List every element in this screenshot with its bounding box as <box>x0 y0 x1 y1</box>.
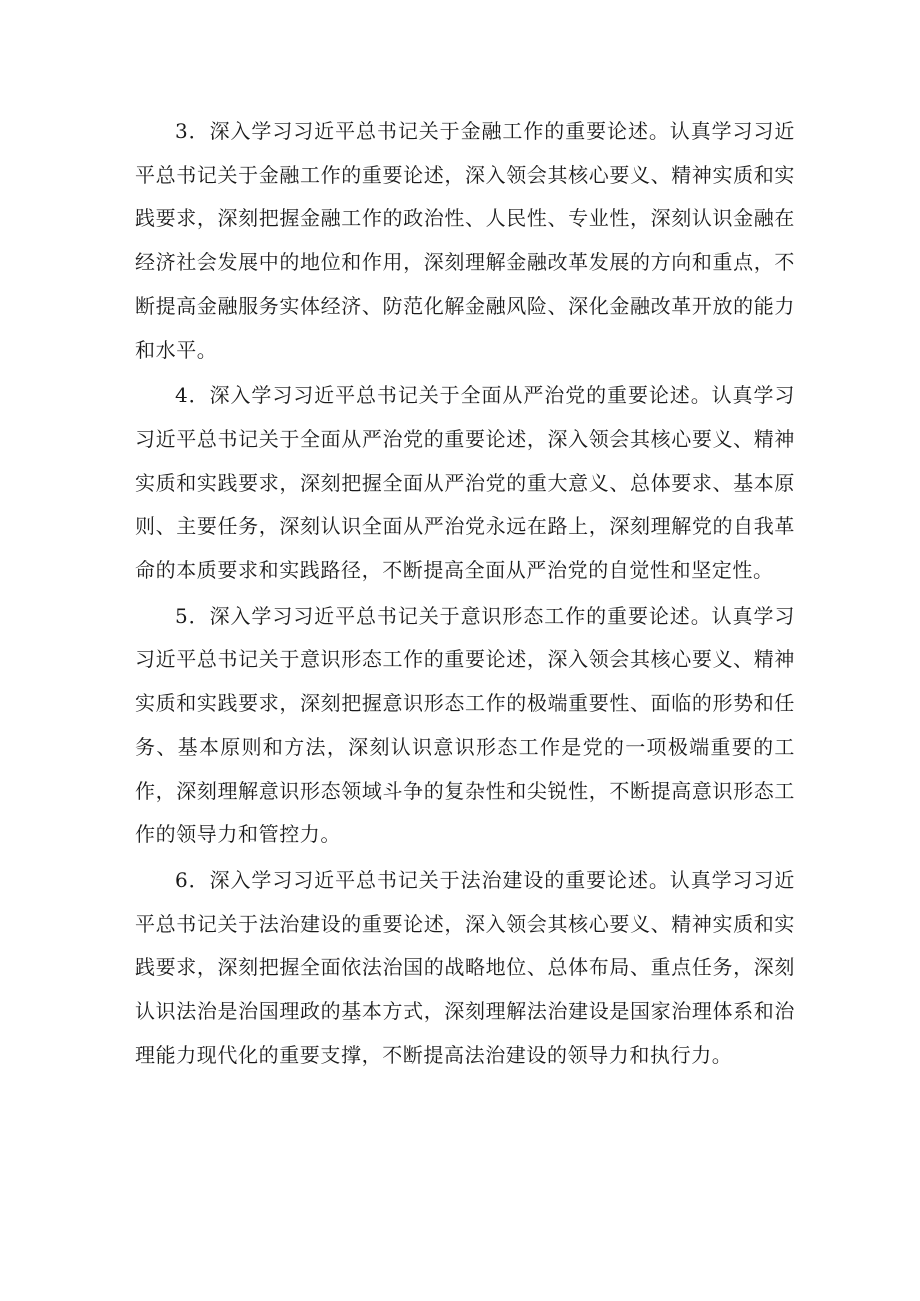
document-body <box>135 110 795 1079</box>
paragraph-item-6: 6．深入学习习近平总书记关于法治建设的重要论述。认真学习习近平总书记关于法治建设的重要论述，深入领会其核心要义、精神实质和实践要求，深刻把握全面依法治国的战略地位、总体布局、重点任务，深刻认识法治是治国理政的基本方式，深刻理解法治建设是国家治理体系和治理能力现代化的重要支撑，不断提高法治建设的领导力和执行力。 <box>135 867 795 1067</box>
paragraph-item-3: 3．深入学习习近平总书记关于金融工作的重要论述。认真学习习近平总书记关于金融工作的重要论述，深入领会其核心要义、精神实质和实践要求，深刻把握金融工作的政治性、人民性、专业性，深刻认识金融在经济社会发展中的地位和作用，深刻理解金融改革发展的方向和重点，不断提高金融服务实体经济、防范化解金融风险、深化金融改革开放的能力和水平。 <box>135 119 795 362</box>
paragraph-item-4: 4．深入学习习近平总书记关于全面从严治党的重要论述。认真学习习近平总书记关于全面从严治党的重要论述，深入领会其核心要义、精神实质和实践要求，深刻把握全面从严治党的重大意义、总体要求、基本原则、主要任务，深刻认识全面从严治党永远在路上，深刻理解党的自我革命的本质要求和实践路径，不断提高全面从严治党的自觉性和坚定性。 <box>135 383 795 583</box>
paragraph-item-5: 5．深入学习习近平总书记关于意识形态工作的重要论述。认真学习习近平总书记关于意识形态工作的重要论述，深入领会其核心要义、精神实质和实践要求，深刻把握意识形态工作的极端重要性、面临的形势和任务、基本原则和方法，深刻认识意识形态工作是党的一项极端重要的工作，深刻理解意识形态领域斗争的复杂性和尖锐性，不断提高意识形态工作的领导力和管控力。 <box>135 603 795 847</box>
